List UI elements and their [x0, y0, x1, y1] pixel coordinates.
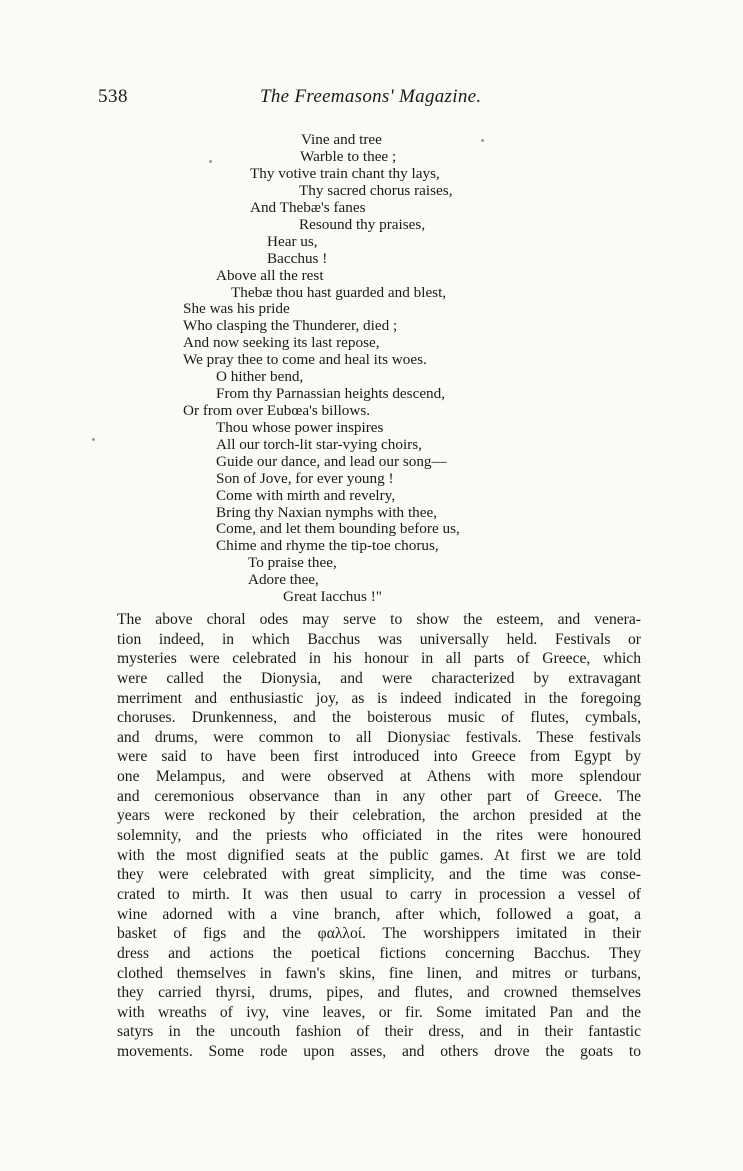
- poem-line: Thou whose power inspires: [216, 419, 384, 436]
- poem-line: We pray thee to come and heal its woes.: [183, 351, 427, 368]
- poem-line: All our torch-lit star-vying choirs,: [216, 436, 422, 453]
- poem-line: From thy Parnassian heights descend,: [216, 385, 446, 402]
- body-line: mysteries were celebrated in his honour in all parts of Greece, which: [117, 650, 641, 668]
- poem-line: O hither bend,: [216, 368, 304, 385]
- body-paragraph: [117, 610, 641, 1062]
- body-line: merriment and enthusiastic joy, as is indeed indicated in the foregoing: [117, 689, 641, 707]
- body-line: basket of figs and the φαλλοί. The worshippers imitated in their: [117, 925, 641, 943]
- body-line: and ceremonious observance than in any other part of Greece. The: [117, 787, 641, 805]
- poem-line: She was his pride: [183, 300, 290, 317]
- body-line: clothed themselves in fawn's skins, fine linen, and mitres or turbans,: [117, 964, 641, 982]
- body-line: wine adorned with a vine branch, after which, followed a goat, a: [117, 905, 641, 923]
- ink-speck: [92, 438, 95, 441]
- poem-line: Come with mirth and revelry,: [216, 487, 396, 504]
- page-number: 538: [98, 86, 128, 107]
- body-line: years were reckoned by their celebration, the archon presided at the: [117, 807, 641, 825]
- poem-line: Thebæ thou hast guarded and blest,: [231, 284, 447, 301]
- body-line: they were celebrated with great simplicity, and the time was conse-: [117, 866, 641, 884]
- poem-line: Guide our dance, and lead our song—: [216, 453, 447, 470]
- poem-line: Vine and tree: [301, 131, 382, 148]
- poem-line: And now seeking its last repose,: [183, 334, 380, 351]
- poem-line: Resound thy praises,: [299, 216, 426, 233]
- body-line: dress and actions the poetical fictions concerning Bacchus. They: [117, 944, 641, 962]
- poem-line: Above all the rest: [216, 267, 324, 284]
- poem-line: Who clasping the Thunderer, died ;: [183, 317, 398, 334]
- poem-line: Thy sacred chorus raises,: [299, 182, 453, 199]
- ink-speck: [481, 139, 484, 142]
- poem-line: Chime and rhyme the tip-toe chorus,: [216, 537, 439, 554]
- body-line: with the most dignified seats at the public games. At first we are told: [117, 846, 641, 864]
- body-line: crated to mirth. It was then usual to carry in procession a vessel of: [117, 885, 641, 903]
- body-line: one Melampus, and were observed at Athens with more splendour: [117, 768, 641, 786]
- body-line: were called the Dionysia, and were characterized by extravagant: [117, 669, 641, 687]
- poem-line: Bring thy Naxian nymphs with thee,: [216, 504, 438, 521]
- poem-line: And Thebæ's fanes: [250, 199, 366, 216]
- poem-line: To praise thee,: [248, 554, 337, 571]
- body-line: were said to have been first introduced into Greece from Egypt by: [117, 748, 641, 766]
- poem-line: Great Iacchus !": [283, 588, 382, 605]
- body-line: satyrs in the uncouth fashion of their dress, and in their fantastic: [117, 1023, 641, 1041]
- body-line: The above choral odes may serve to show the esteem, and venera-: [117, 611, 641, 628]
- body-line: with wreaths of ivy, vine leaves, or fir. Some imitated Pan and the: [117, 1003, 641, 1021]
- ink-speck: [209, 160, 212, 163]
- body-line: solemnity, and the priests who officiated in the rites were honoured: [117, 827, 641, 845]
- poem-line: Son of Jove, for ever young !: [216, 470, 394, 487]
- body-line: choruses. Drunkenness, and the boisterous music of flutes, cymbals,: [117, 709, 641, 727]
- poem-line: Hear us,: [267, 233, 318, 250]
- body-line: they carried thyrsi, drums, pipes, and flutes, and crowned themselves: [117, 984, 641, 1002]
- poem-line: Bacchus !: [267, 250, 328, 267]
- poem-line: Come, and let them bounding before us,: [216, 520, 460, 537]
- body-line: and drums, were common to all Dionysiac festivals. These festivals: [117, 728, 641, 746]
- running-title: The Freemasons' Magazine.: [260, 86, 482, 107]
- poem-line: Or from over Eubœa's billows.: [183, 402, 371, 419]
- body-line: tion indeed, in which Bacchus was universally held. Festivals or: [117, 630, 641, 648]
- body-line: movements. Some rode upon asses, and others drove the goats to: [117, 1043, 641, 1061]
- poem-line: Warble to thee ;: [300, 148, 397, 165]
- poem-line: Thy votive train chant thy lays,: [250, 165, 440, 182]
- poem-line: Adore thee,: [248, 571, 319, 588]
